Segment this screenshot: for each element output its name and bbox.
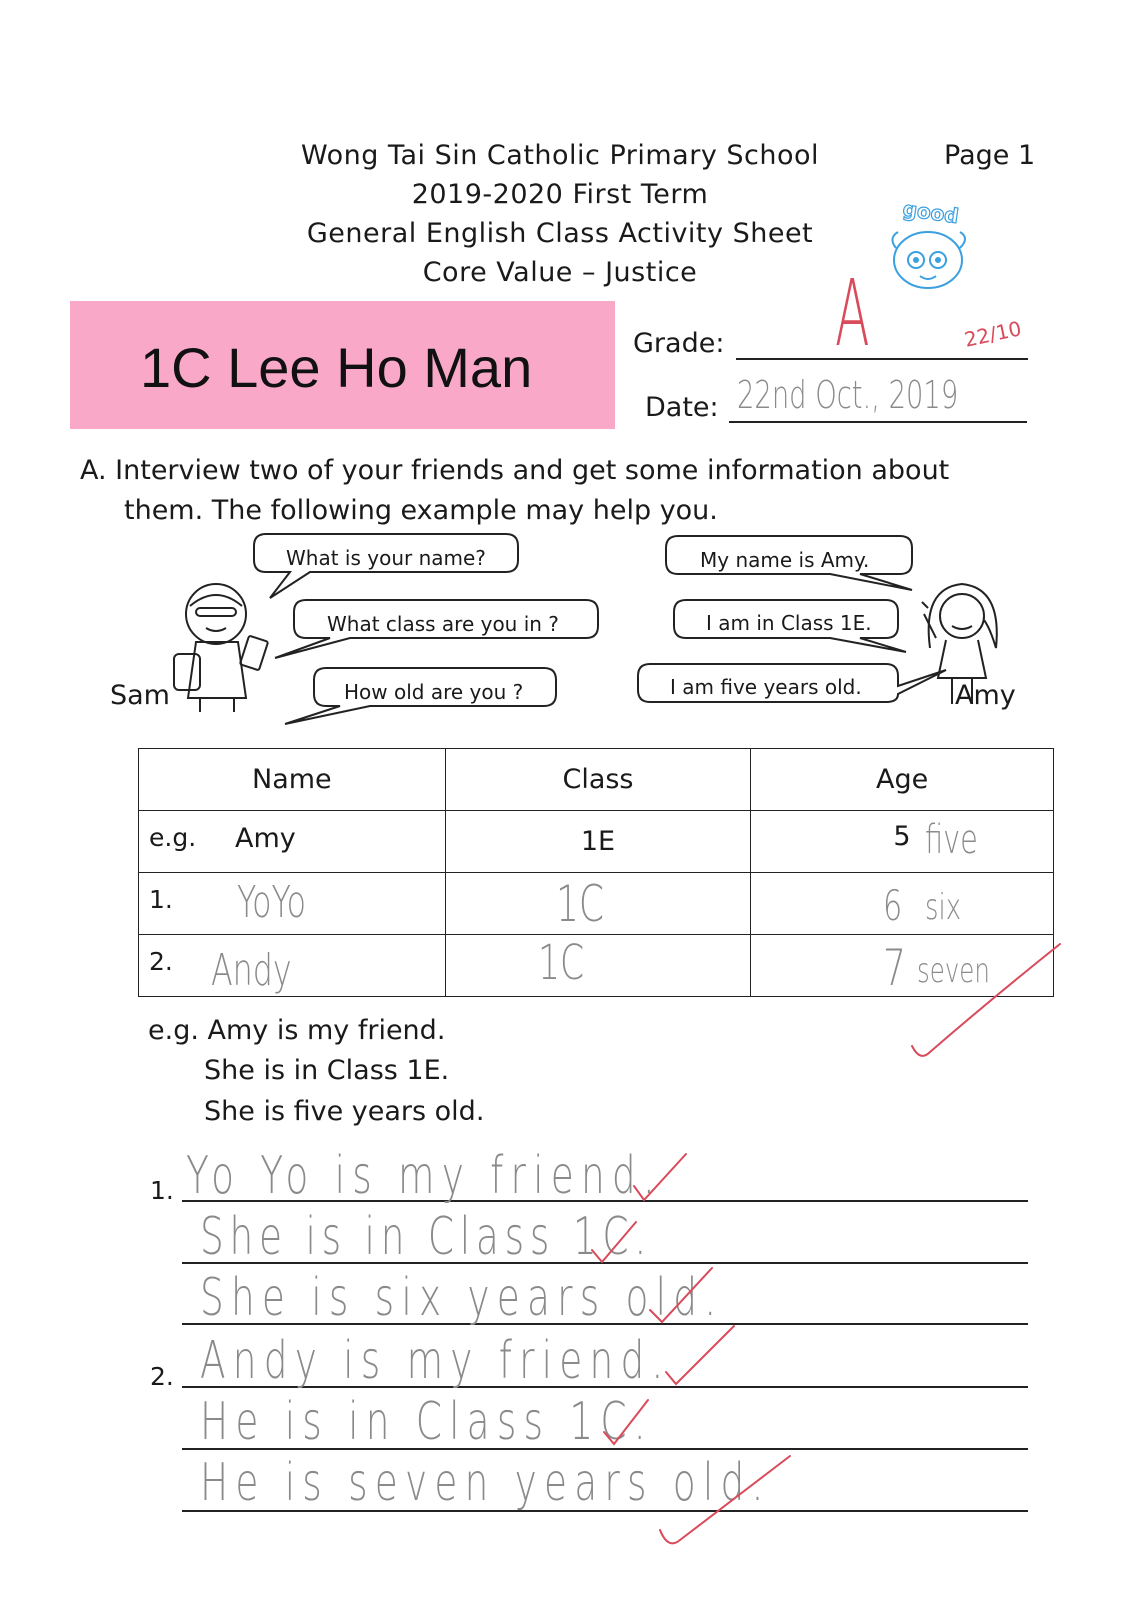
item-number-1: 1. [150,1176,174,1205]
grade-label: Grade: [633,328,725,359]
row-age-num: 6 [883,881,903,930]
grade-line [736,358,1028,360]
class-cell [445,873,751,935]
answer-2: I am in Class 1E. [706,611,872,635]
header-age: Age [751,749,1054,811]
example-line3: She is five years old. [204,1096,485,1127]
row-age-word: seven [917,951,991,991]
header-name: Name [139,749,446,811]
table-row [139,935,1054,997]
example-line1: e.g. Amy is my friend. [148,1015,446,1046]
row-label: 2. [149,947,173,976]
example-line2: She is in Class 1E. [204,1055,450,1086]
sam-label: Sam [110,680,170,711]
amy-label: Amy [955,680,1016,711]
name-cell [139,811,446,873]
name-cell [139,935,446,997]
row-class: 1E [580,826,616,857]
row-name: Andy [211,945,292,996]
written-sentence-4: Andy is my friend. [200,1331,671,1391]
class-cell [445,935,751,997]
info-table [138,748,1054,997]
written-sentence-6: He is seven years old. [200,1453,771,1513]
date-line [729,421,1027,423]
sticker-text: good [901,198,961,229]
page-number: Page 1 [944,140,1036,171]
student-name: 1C Lee Ho Man [140,336,533,399]
date-label: Date: [645,392,719,423]
answer-1: My name is Amy. [700,548,870,572]
row-class: 1C [537,935,584,991]
class-cell [445,811,751,873]
sam-drawing [174,584,268,712]
term: 2019-2020 First Term [411,179,709,210]
question-2: What class are you in ? [327,612,559,636]
header-class: Class [445,749,751,811]
sheet-title: General English Class Activity Sheet [306,218,814,249]
age-cell [751,811,1054,873]
core-value: Core Value – Justice [422,257,698,288]
written-sentence-5: He is in Class 1C. [200,1392,653,1452]
written-sentence-2: She is in Class 1C. [200,1207,652,1267]
answer-3: I am five years old. [670,675,862,699]
section-a-line2: them. The following example may help you. [124,495,718,526]
age-cell [751,873,1054,935]
row-age-num: 7 [883,939,907,997]
row-label: e.g. [149,823,197,852]
name-cell [139,873,446,935]
section-a-line1: A. Interview two of your friends and get some information about [80,455,950,486]
row-label: 1. [149,885,173,914]
row-age-word: six [925,887,962,928]
question-3: How old are you ? [344,680,524,704]
row-name: Amy [235,823,296,854]
school-name: Wong Tai Sin Catholic Primary School [300,140,820,171]
table-header-row [139,749,1054,811]
score-mark: 22/10 [962,316,1024,352]
row-class: 1C [555,875,604,933]
row-age-word: five [925,817,979,863]
question-1: What is your name? [286,546,486,570]
item-number-2: 2. [150,1362,174,1391]
date-value: 22nd Oct., 2019 [737,373,959,417]
row-age-num: 5 [893,821,911,852]
dialogue-illustration [100,528,1060,728]
table-row [139,873,1054,935]
grade-value: A [835,260,870,367]
good-sticker-stamp [880,198,990,298]
written-sentence-1: Yo Yo is my friend. [186,1146,662,1206]
row-name: YoYo [237,877,307,928]
tick-mark [666,1326,734,1384]
age-cell [751,935,1054,997]
written-sentence-3: She is six years old. [200,1268,724,1328]
table-row [139,811,1054,873]
